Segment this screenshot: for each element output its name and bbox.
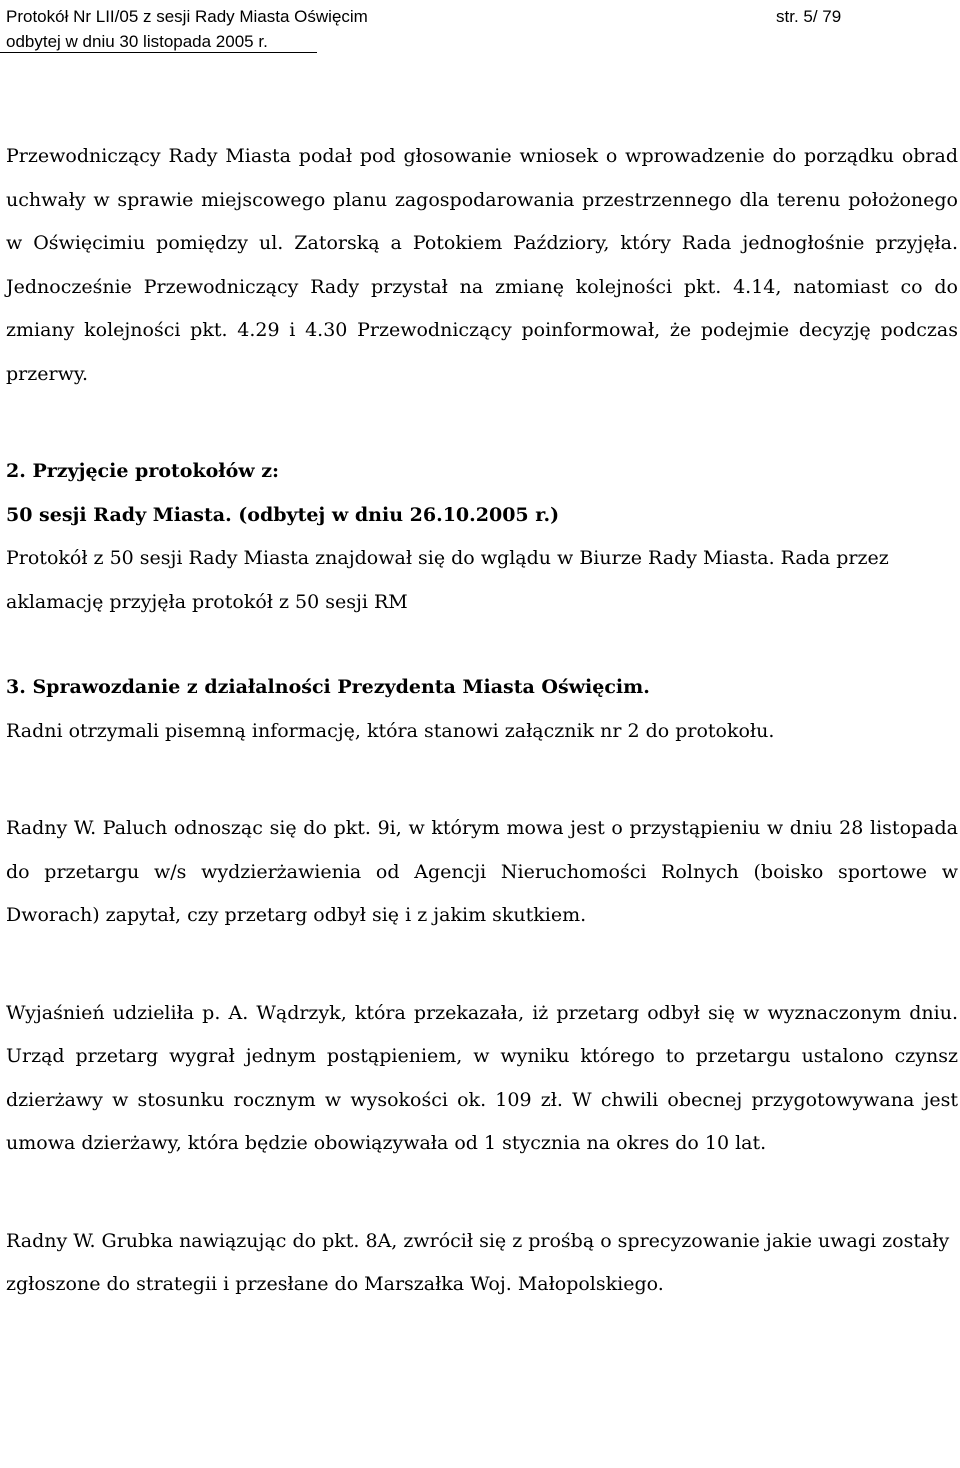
- paragraph-paluch-question: Radny W. Paluch odnosząc się do pkt. 9i, w którym mowa jest o przystąpieniu w dniu 28 listopada do przetargu w/s wydzierżawienia od Agencji Nieruchomości Rolnych (boisko sportowe w Dworach) zapytał, czy przetarg odbył się i z jakim skutkiem.: [6, 817, 958, 926]
- spacer: [6, 396, 958, 450]
- spacer: [6, 1166, 958, 1220]
- section-subheading: 50 sesji Rady Miasta. (odbytej w dniu 26.10.2005 r.): [6, 503, 560, 526]
- section-heading-2: 2. Przyjęcie protokołów z:: [6, 460, 280, 482]
- document-title: Protokół Nr LII/05 z sesji Rady Miasta Oświęcim: [6, 7, 368, 26]
- page-number: str. 5/ 79: [776, 7, 842, 26]
- spacer: [6, 938, 958, 992]
- section-heading-3: 3. Sprawozdanie z działalności Prezydenta Miasta Oświęcim.: [6, 676, 650, 698]
- document-body: [6, 135, 958, 1307]
- spacer: [6, 624, 958, 666]
- paragraph-agenda-vote: Przewodniczący Rady Miasta podał pod głosowanie wniosek o wprowadzenie do porządku obrad uchwały w sprawie miejscowego planu zagospodarowania przestrzennego dla terenu położonego w Oświęcimiu pomiędzy ul. Zatorską a Potokiem Paździory, który Rada jednogłośnie przyjęła. Jednocześnie Przewodniczący Rady przystał na zmianę kolejności pkt. 4.14, natomiast co do zmiany kolejności pkt. 4.29 i 4.30 Przewodniczący poinformował, że podejmie decyzję podczas przerwy.: [6, 145, 958, 385]
- page-header: [0, 0, 960, 54]
- paragraph-report-info: Radni otrzymali pisemną informację, która stanowi załącznik nr 2 do protokołu.: [6, 719, 775, 742]
- header-line: [6, 4, 906, 29]
- session-date: odbytej w dniu 30 listopada 2005 r.: [6, 32, 268, 51]
- paragraph-protocol-acceptance: Protokół z 50 sesji Rady Miasta znajdował się do wglądu w Biurze Rady Miasta. Rada przez aklamację przyjęła protokół z 50 sesji RM: [6, 547, 889, 613]
- paragraph-wadrzyk-answer: Wyjaśnień udzieliła p. A. Wądrzyk, która przekazała, iż przetarg odbył się w wyznaczonym dniu. Urząd przetarg wygrał jednym postąpieniem, w wyniku którego to przetargu ustalono czynsz dzierżawy w stosunku rocznym w wysokości ok. 109 zł. W chwili obecnej przygotowywana jest umowa dzierżawy, która będzie obowiązywała od 1 stycznia na okres do 10 lat.: [6, 1001, 958, 1154]
- spacer: [6, 753, 958, 807]
- paragraph-grubka-question: Radny W. Grubka nawiązując do pkt. 8A, zwrócił się z prośbą o sprecyzowanie jakie uwagi zostały zgłoszone do strategii i przesłane do Marszałka Woj. Małopolskiego.: [6, 1229, 950, 1295]
- header-underline: [0, 52, 317, 53]
